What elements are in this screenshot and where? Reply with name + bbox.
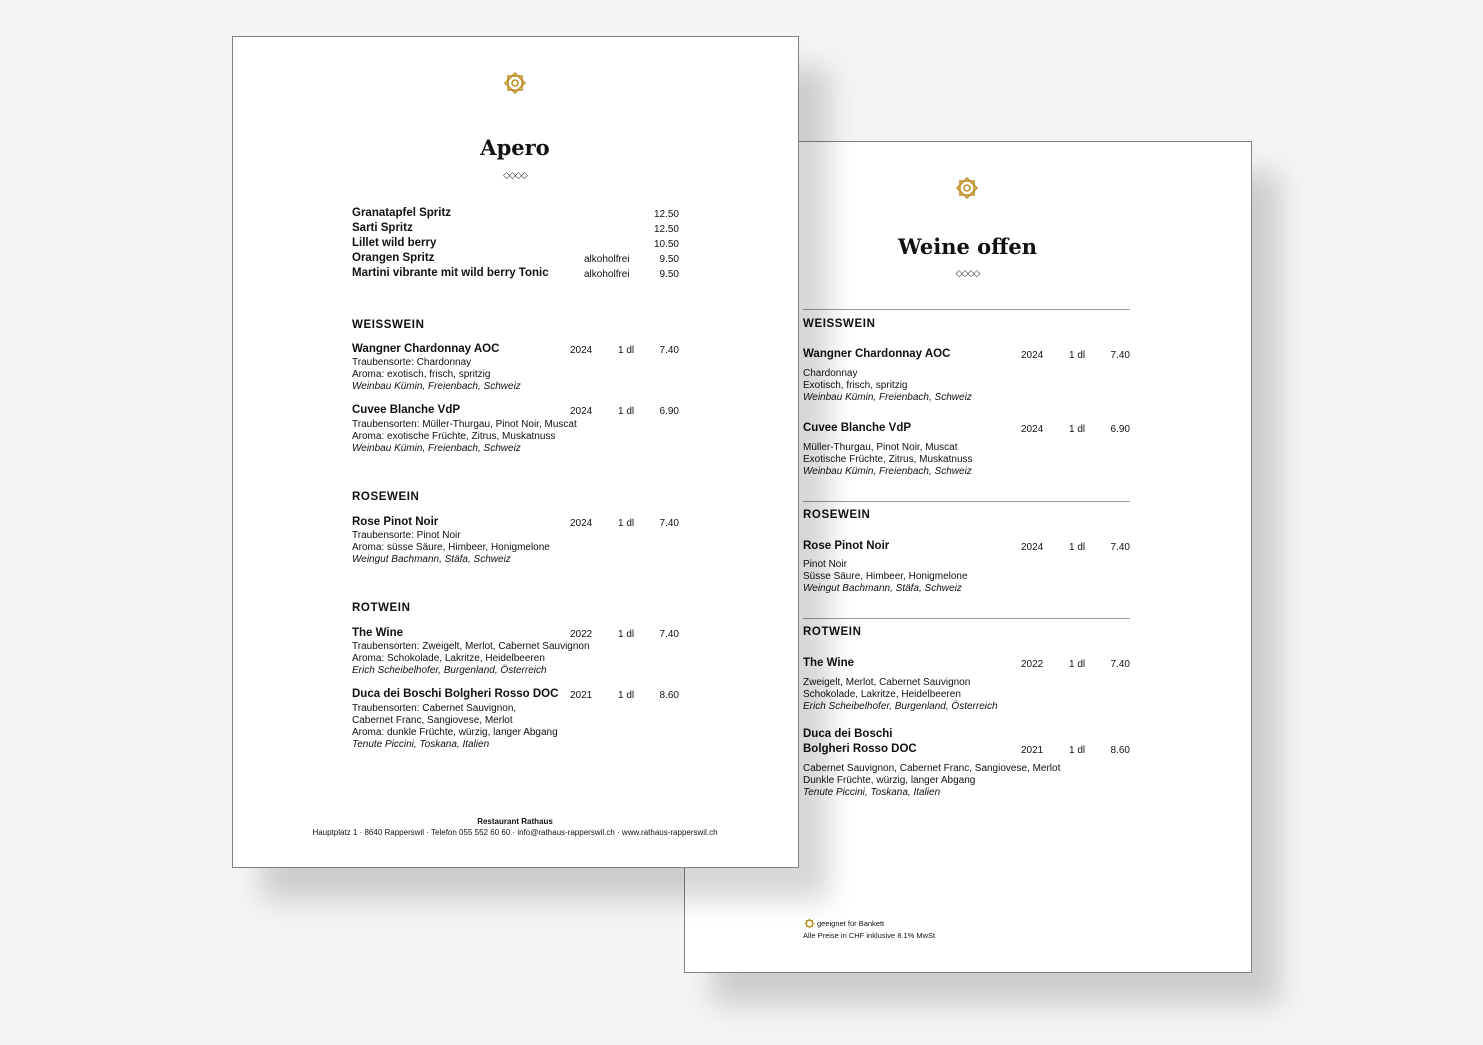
wine-unit: 1 dl bbox=[1069, 350, 1086, 361]
wine-origin: Tenute Piccini, Toskana, Italien bbox=[352, 739, 490, 750]
wine-price: 7.40 bbox=[1110, 659, 1130, 670]
footer-address: Hauptplatz 1 · 8640 Rapperswil · Telefon 055 552 60 60 · info@rathaus-rapperswil.ch · www.rathaus-rapperswil.ch bbox=[312, 828, 718, 837]
wine-unit: 1 dl bbox=[618, 690, 635, 701]
wine-grapes-cont: Cabernet Franc, Sangiovese, Merlot bbox=[352, 715, 513, 726]
wine-aroma: Exotische Früchte, Zitrus, Muskatnuss bbox=[803, 454, 973, 465]
section-heading-rotwein: ROTWEIN bbox=[803, 626, 862, 638]
wine-aroma: Dunkle Früchte, würzig, langer Abgang bbox=[803, 775, 976, 786]
wine-year: 2021 bbox=[570, 690, 593, 701]
wine-name: Duca dei Boschi Bolgheri Rosso DOC bbox=[352, 688, 559, 700]
apero-price: 12.50 bbox=[653, 209, 679, 220]
wine-unit: 1 dl bbox=[618, 345, 635, 356]
wine-unit: 1 dl bbox=[1069, 659, 1086, 670]
wine-name: Rose Pinot Noir bbox=[803, 540, 890, 552]
wine-grapes: Chardonnay bbox=[803, 368, 858, 379]
wine-grapes: Pinot Noir bbox=[803, 559, 847, 570]
wine-aroma: Aroma: Schokolade, Lakritze, Heidelbeeren bbox=[352, 653, 545, 664]
wine-unit: 1 dl bbox=[618, 629, 635, 640]
section-heading-rotwein: ROTWEIN bbox=[352, 602, 411, 614]
footer-restaurant-name: Restaurant Rathaus bbox=[477, 817, 553, 826]
wine-price: 6.90 bbox=[659, 406, 679, 417]
restaurant-logo-icon bbox=[502, 70, 528, 96]
wine-unit: 1 dl bbox=[618, 406, 635, 417]
wine-year: 2024 bbox=[570, 406, 593, 417]
apero-name: Granatapfel Spritz bbox=[352, 207, 452, 219]
wine-aroma: Süsse Säure, Himbeer, Honigmelone bbox=[803, 571, 968, 582]
wine-year: 2022 bbox=[570, 629, 593, 640]
wine-year: 2022 bbox=[1021, 659, 1044, 670]
wine-grapes: Zweigelt, Merlot, Cabernet Sauvignon bbox=[803, 677, 971, 688]
apero-name: Orangen Spritz bbox=[352, 252, 435, 264]
wine-price: 7.40 bbox=[1110, 350, 1130, 361]
price-note: Alle Preise in CHF inklusive 8.1% MwSt bbox=[803, 931, 936, 940]
title-ornament: ◇◇◇◇ bbox=[503, 170, 527, 180]
wine-grapes: Müller-Thurgau, Pinot Noir, Muscat bbox=[803, 442, 958, 453]
wine-name: Duca dei Boschi bbox=[803, 728, 893, 740]
divider bbox=[803, 309, 1130, 310]
wine-name: Cuvee Blanche VdP bbox=[352, 404, 461, 416]
apero-price: 10.50 bbox=[653, 239, 679, 250]
wine-price: 8.60 bbox=[1110, 745, 1130, 756]
wine-aroma: Schokolade, Lakritze, Heidelbeeren bbox=[803, 689, 961, 700]
wine-year: 2024 bbox=[1021, 542, 1044, 553]
apero-name: Martini vibrante mit wild berry Tonic bbox=[352, 267, 549, 279]
page-title: Weine offen bbox=[897, 234, 1038, 259]
wine-grapes: Traubensorten: Cabernet Sauvignon, bbox=[352, 703, 517, 714]
section-heading-weisswein: WEISSWEIN bbox=[352, 319, 425, 331]
wine-aroma: Aroma: dunkle Früchte, würzig, langer Abgang bbox=[352, 727, 558, 738]
section-heading-rosewein: ROSEWEIN bbox=[352, 491, 420, 503]
section-heading-weisswein: WEISSWEIN bbox=[803, 318, 876, 330]
apero-name: Lillet wild berry bbox=[352, 237, 437, 249]
wine-origin: Tenute Piccini, Toskana, Italien bbox=[803, 787, 941, 798]
wine-aroma: Aroma: exotisch, frisch, spritzig bbox=[352, 369, 491, 380]
wine-origin: Erich Scheibelhofer, Burgenland, Österreich bbox=[803, 701, 998, 712]
wine-grapes: Traubensorten: Müller-Thurgau, Pinot Noir, Muscat bbox=[352, 419, 577, 430]
wine-price: 7.40 bbox=[659, 518, 679, 529]
apero-price: 9.50 bbox=[659, 269, 679, 280]
wine-price: 7.40 bbox=[1110, 542, 1130, 553]
apero-note: alkoholfrei bbox=[584, 269, 630, 280]
wine-aroma: Exotisch, frisch, spritzig bbox=[803, 380, 908, 391]
wine-year: 2024 bbox=[570, 345, 593, 356]
wine-name: Wangner Chardonnay AOC bbox=[803, 348, 951, 360]
wine-price: 6.90 bbox=[1110, 424, 1130, 435]
wine-origin: Weinbau Kümin, Freienbach, Schweiz bbox=[352, 381, 521, 392]
wine-year: 2024 bbox=[570, 518, 593, 529]
wine-name: The Wine bbox=[352, 627, 404, 639]
wine-year: 2021 bbox=[1021, 745, 1044, 756]
wine-year: 2024 bbox=[1021, 424, 1044, 435]
wine-unit: 1 dl bbox=[618, 518, 635, 529]
apero-note: alkoholfrei bbox=[584, 254, 630, 265]
divider bbox=[803, 618, 1130, 619]
page-title: Apero bbox=[480, 135, 550, 160]
wine-name: Wangner Chardonnay AOC bbox=[352, 343, 500, 355]
wine-year: 2024 bbox=[1021, 350, 1044, 361]
wine-grapes: Cabernet Sauvignon, Cabernet Franc, Sangiovese, Merlot bbox=[803, 763, 1061, 774]
wine-name: The Wine bbox=[803, 657, 855, 669]
wine-origin: Weinbau Kümin, Freienbach, Schweiz bbox=[803, 466, 972, 477]
apero-price: 12.50 bbox=[653, 224, 679, 235]
wine-grapes: Traubensorte: Pinot Noir bbox=[352, 530, 461, 541]
wine-name: Cuvee Blanche VdP bbox=[803, 422, 912, 434]
wine-origin: Weinbau Kümin, Freienbach, Schweiz bbox=[803, 392, 972, 403]
wine-price: 7.40 bbox=[659, 345, 679, 356]
bankett-icon bbox=[804, 918, 815, 929]
restaurant-logo-icon bbox=[954, 175, 980, 201]
wine-unit: 1 dl bbox=[1069, 424, 1086, 435]
wine-origin: Weingut Bachmann, Stäfa, Schweiz bbox=[352, 554, 511, 565]
wine-unit: 1 dl bbox=[1069, 745, 1086, 756]
wine-aroma: Aroma: süsse Säure, Himbeer, Honigmelone bbox=[352, 542, 550, 553]
wine-origin: Erich Scheibelhofer, Burgenland, Österreich bbox=[352, 665, 547, 676]
wine-name: Rose Pinot Noir bbox=[352, 516, 439, 528]
wine-origin: Weingut Bachmann, Stäfa, Schweiz bbox=[803, 583, 962, 594]
wine-grapes: Traubensorten: Zweigelt, Merlot, Cabernet Sauvignon bbox=[352, 641, 590, 652]
divider bbox=[803, 501, 1130, 502]
wine-price: 8.60 bbox=[659, 690, 679, 701]
menu-sheet-apero bbox=[232, 36, 799, 868]
wine-grapes: Traubensorte: Chardonnay bbox=[352, 357, 472, 368]
apero-name: Sarti Spritz bbox=[352, 222, 413, 234]
apero-price: 9.50 bbox=[659, 254, 679, 265]
wine-name-line2: Bolgheri Rosso DOC bbox=[803, 743, 917, 755]
wine-origin: Weinbau Kümin, Freienbach, Schweiz bbox=[352, 443, 521, 454]
wine-unit: 1 dl bbox=[1069, 542, 1086, 553]
title-ornament: ◇◇◇◇ bbox=[955, 268, 980, 278]
wine-aroma: Aroma: exotische Früchte, Zitrus, Muskatnuss bbox=[352, 431, 556, 442]
wine-price: 7.40 bbox=[659, 629, 679, 640]
bankett-note: geeignet für Bankett bbox=[817, 919, 885, 928]
section-heading-rosewein: ROSEWEIN bbox=[803, 509, 871, 521]
